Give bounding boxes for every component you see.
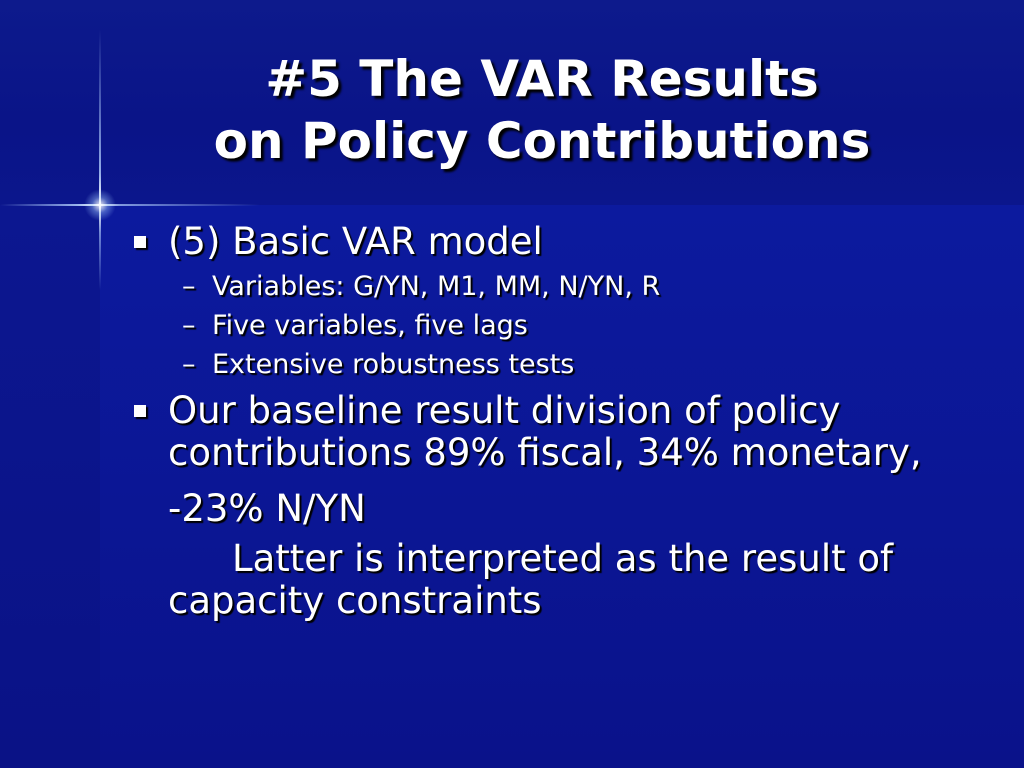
slide-title-line-2: on Policy Contributions: [213, 112, 871, 170]
square-bullet-icon: [134, 236, 146, 248]
dash-bullet-icon: –: [182, 271, 196, 302]
continuation-paragraph: -23% N/YN: [168, 487, 366, 530]
slide-title: [100, 48, 984, 172]
continuation-paragraph: Latter is interpreted as the result of capacity constraints: [168, 537, 894, 622]
sub-bullet-text: Five variables, five lags: [212, 310, 528, 341]
sub-bullet-item: [132, 267, 992, 306]
bullet-text: (5) Basic VAR model: [168, 220, 543, 263]
dash-bullet-icon: –: [182, 349, 196, 380]
sparkle-horizontal-line: [0, 204, 260, 206]
sub-bullet-text: Extensive robustness tests: [212, 349, 575, 380]
dash-bullet-icon: –: [182, 310, 196, 341]
sub-bullet-item: [132, 345, 992, 384]
sub-bullet-text: Variables: G/YN, M1, MM, N/YN, R: [212, 271, 661, 302]
slide-title-line-1: #5 The VAR Results: [265, 50, 819, 108]
bullet-item: [132, 390, 992, 474]
bullet-item: [132, 221, 992, 263]
bullet-text: Our baseline result division of policy contributions 89% fiscal, 34% monetary,: [168, 389, 922, 474]
sub-bullet-list: [132, 267, 992, 384]
slide-body: [132, 221, 992, 622]
square-bullet-icon: [134, 405, 146, 417]
sparkle-glow: [84, 189, 116, 221]
sub-bullet-item: [132, 306, 992, 345]
left-margin-background: [0, 205, 100, 768]
